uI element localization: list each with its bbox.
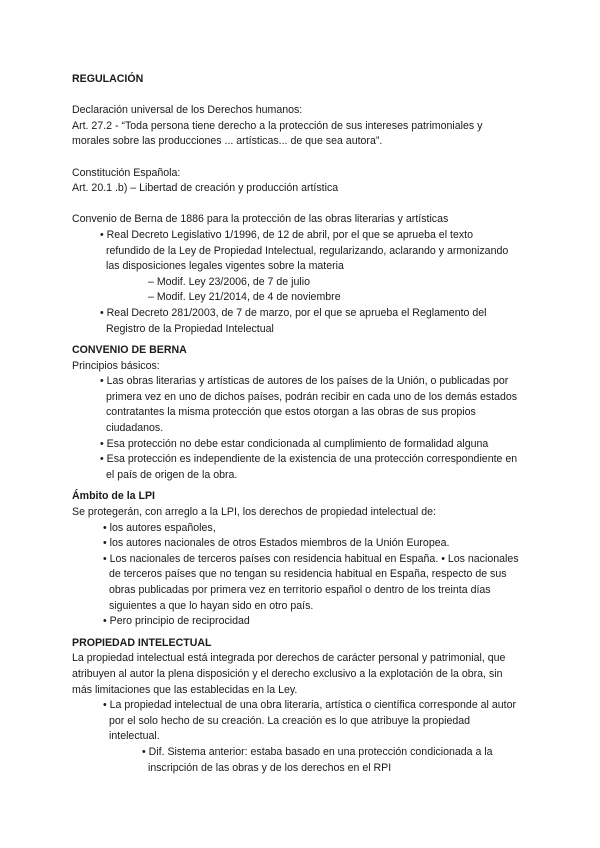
declaracion-title: Declaración universal de los Derechos humanos: — [72, 104, 303, 117]
list-item-mod2: – Modif. Ley 21/2014, de 4 de noviembre — [148, 291, 341, 304]
constitucion-text: Art. 20.1 .b) – Libertad de creación y producción artística — [72, 182, 339, 195]
berna-line: Convenio de Berna de 1886 para la protección de las obras literarias y artísticas — [72, 213, 449, 226]
list-item-ambito-2: • los autores nacionales de otros Estados miembros de la Unión Europea. — [103, 537, 450, 550]
heading-ambito: Ámbito de la LPI — [72, 490, 155, 503]
list-item-mod1: – Modif. Ley 23/2006, de 7 de julio — [148, 275, 310, 288]
list-item-ambito-3: • Los nacionales de terceros países con residencia habitual en España. • Los nacionales de terceros países que no tengan su residencia habitual en España, respecto de sus obras publicadas por primera vez en territorio español o dentro de los treinta días siguientes a que lo hayan sido en otro país. — [103, 552, 519, 612]
constitucion-title: Constitución Española: — [72, 166, 181, 179]
heading-convenio: CONVENIO DE BERNA — [72, 344, 187, 357]
list-item-convenio-2: • Esa protección no debe estar condicionada al cumplimiento de formalidad alguna — [100, 437, 489, 450]
propiedad-intro: La propiedad intelectual está integrada por derechos de carácter personal y patrimonial, que atribuyen al autor la plena disposición y el derecho exclusivo a la explotación de la obra, sin más limitaciones que las establecidas en la Ley. — [72, 652, 506, 696]
ambito-intro: Se protegerán, con arreglo a la LPI, los derechos de propiedad intelectual de: — [72, 506, 436, 519]
document-page — [72, 72, 520, 776]
list-item-rd2: • Real Decreto 281/2003, de 7 de marzo, por el que se aprueba el Reglamento del Registro de la Propiedad Intelectual — [100, 306, 487, 335]
list-item-rd1: • Real Decreto Legislativo 1/1996, de 12 de abril, por el que se aprueba el texto refundido de la Ley de Propiedad Intelectual, regularizando, aclarando y armonizando las disposiciones legales vigentes sobre la materia — [100, 228, 509, 273]
heading-propiedad: PROPIEDAD INTELECTUAL — [72, 636, 212, 649]
list-item-convenio-3: • Esa protección es independiente de la existencia de una protección correspondiente en el país de origen de la obra. — [100, 453, 518, 481]
list-item-convenio-1: • Las obras literarias y artísticas de autores de los países de la Unión, o publicadas por primera vez en uno de dichos países, podrán recibir en cada uno de los demás estados contratantes la misma protección que estos otorgan a las obras de sus propios ciudadanos. — [100, 375, 518, 435]
list-item-propiedad-2: • Dif. Sistema anterior: estaba basado en una protección condicionada a la inscripción de las obras y de los derechos en el RPI — [142, 745, 493, 774]
list-item-ambito-4: • Pero principio de reciprocidad — [103, 615, 250, 628]
list-item-ambito-1: • los autores españoles, — [103, 521, 216, 534]
declaracion-text: Art. 27.2 - “Toda persona tiene derecho a la protección de sus intereses patrimoniales y morales sobre las producciones ... artísticas... de que sea autora”. — [72, 119, 483, 148]
list-item-propiedad-1: • La propiedad intelectual de una obra literaria, artística o científica corresponde al autor por el solo hecho de su creación. La creación es lo que atribuye la propiedad intelectual. — [103, 699, 516, 743]
heading-regulacion: REGULACIÓN — [72, 73, 144, 85]
convenio-intro: Principios básicos: — [72, 359, 160, 372]
